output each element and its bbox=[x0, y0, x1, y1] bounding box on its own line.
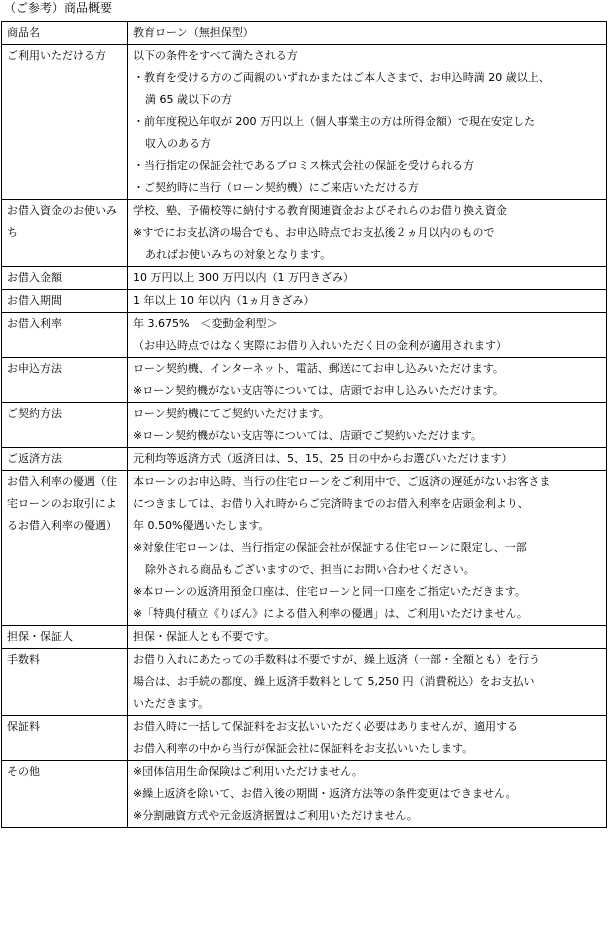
row-value-cell bbox=[128, 626, 607, 649]
row-value-line: ローン契約機にてご契約いただけます。 bbox=[133, 407, 330, 420]
row-value-line: 場合は、お手続の都度、繰上返済手数料として 5,250 円（消費税込）をお支払い bbox=[133, 675, 535, 688]
row-value-line: ※分割融資方式や元金返済据置はご利用いただけません。 bbox=[133, 809, 418, 822]
row-value-cell bbox=[128, 403, 607, 448]
row-label-cell bbox=[2, 45, 128, 200]
row-value-cell bbox=[128, 448, 607, 471]
table-row bbox=[2, 649, 607, 716]
row-value-cell bbox=[128, 22, 607, 45]
row-value-cell bbox=[128, 313, 607, 358]
row-label-cell bbox=[2, 626, 128, 649]
row-label-cell bbox=[2, 403, 128, 448]
row-label: 商品名 bbox=[7, 26, 40, 39]
table-row bbox=[2, 716, 607, 761]
row-label-cell bbox=[2, 448, 128, 471]
row-value-line: 教育ローン（無担保型） bbox=[133, 26, 254, 39]
row-value-line: ・教育を受ける方のご両親のいずれかまたはご本人さまで、お申込時満 20 歳以上、 bbox=[133, 71, 550, 84]
row-label: お借入利率の優遇（住宅ローンのお取引によるお借入利率の優遇） bbox=[7, 475, 117, 532]
row-value-cell bbox=[128, 649, 607, 716]
table-row bbox=[2, 200, 607, 267]
row-label: 担保・保証人 bbox=[7, 630, 73, 643]
row-value-line: 以下の条件をすべて満たされる方 bbox=[133, 49, 298, 62]
row-value-line: ※本ローンの返済用預金口座は、住宅ローンと同一口座をご指定いただきます。 bbox=[133, 585, 526, 598]
row-label-cell bbox=[2, 200, 128, 267]
row-value-cell bbox=[128, 290, 607, 313]
table-row bbox=[2, 358, 607, 403]
row-value-line: ・ご契約時に当行（ローン契約機）にご来店いただける方 bbox=[133, 181, 419, 194]
table-row bbox=[2, 313, 607, 358]
row-label: お申込方法 bbox=[7, 362, 62, 375]
row-value-cell bbox=[128, 761, 607, 828]
row-value-line: ※すでにお支払済の場合でも、お申込時点でお支払後２ヵ月以内のもので bbox=[133, 226, 495, 239]
row-value-cell bbox=[128, 45, 607, 200]
row-label: お借入金額 bbox=[7, 271, 62, 284]
row-value-line: 本ローンのお申込時、当行の住宅ローンをご利用中で、ご返済の遅延がないお客さま bbox=[133, 475, 551, 488]
row-label-cell bbox=[2, 358, 128, 403]
row-label-cell bbox=[2, 716, 128, 761]
row-value-line: （お申込時点ではなく実際にお借り入れいただく日の金利が適用されます） bbox=[133, 339, 507, 352]
row-value-line: ※対象住宅ローンは、当行指定の保証会社が保証する住宅ローンに限定し、一部 bbox=[133, 541, 527, 554]
row-label-cell bbox=[2, 471, 128, 626]
row-label: ご返済方法 bbox=[7, 452, 62, 465]
row-value-line: 除外される商品もございますので、担当にお問い合わせください。 bbox=[145, 563, 475, 576]
row-label: お借入期間 bbox=[7, 294, 62, 307]
row-label: お借入利率 bbox=[7, 317, 62, 330]
row-label-cell bbox=[2, 290, 128, 313]
row-label: お借入資金のお使いみち bbox=[7, 204, 117, 239]
table-row bbox=[2, 448, 607, 471]
table-row bbox=[2, 22, 607, 45]
row-label-cell bbox=[2, 267, 128, 290]
row-value-line: お借り入れにあたっての手数料は不要ですが、繰上返済（一部・全額とも）を行う bbox=[133, 653, 540, 666]
row-label-cell bbox=[2, 761, 128, 828]
row-label-cell bbox=[2, 649, 128, 716]
row-value-line: 元利均等返済方式（返済日は、5、15、25 日の中からお選びいただけます） bbox=[133, 452, 513, 465]
table-row bbox=[2, 45, 607, 200]
table-row bbox=[2, 761, 607, 828]
table-row bbox=[2, 290, 607, 313]
row-value-line: 年 0.50%優遇いたします。 bbox=[133, 519, 270, 532]
row-value-line: ※繰上返済を除いて、お借入後の期間・返済方法等の条件変更はできません。 bbox=[133, 787, 517, 800]
row-value-cell bbox=[128, 716, 607, 761]
row-value-line: ※「特典付積立《りぼん》による借入利率の優遇」は、ご利用いただけません。 bbox=[133, 607, 528, 620]
row-value-line: お借入時に一括して保証料をお支払いいただく必要はありませんが、適用する bbox=[133, 720, 518, 733]
row-value-cell bbox=[128, 471, 607, 626]
table-row bbox=[2, 403, 607, 448]
row-label: ご契約方法 bbox=[7, 407, 62, 420]
row-value-cell bbox=[128, 267, 607, 290]
row-value-line: いただきます。 bbox=[133, 697, 210, 710]
row-label-cell bbox=[2, 313, 128, 358]
table-row bbox=[2, 267, 607, 290]
row-value-cell bbox=[128, 358, 607, 403]
row-label-cell bbox=[2, 22, 128, 45]
row-label: 保証料 bbox=[7, 720, 40, 733]
row-value-cell bbox=[128, 200, 607, 267]
row-value-line: 10 万円以上 300 万円以内（1 万円きざみ） bbox=[133, 271, 354, 284]
row-value-line: ・当行指定の保証会社であるプロミス株式会社の保証を受けられる方 bbox=[133, 159, 474, 172]
row-value-line: 年 3.675% ＜変動金利型＞ bbox=[133, 317, 278, 330]
table-row bbox=[2, 626, 607, 649]
row-value-line: 1 年以上 10 年以内（1ヵ月きざみ） bbox=[133, 294, 315, 307]
row-value-line: 収入のある方 bbox=[145, 137, 211, 150]
row-value-line: 担保・保証人とも不要です。 bbox=[133, 630, 276, 643]
page-title: （ご参考）商品概要 bbox=[4, 1, 113, 15]
row-value-line: ・前年度税込年収が 200 万円以上（個人事業主の方は所得金額）で現在安定した bbox=[133, 115, 535, 128]
row-value-line: お借入利率の中から当行が保証会社に保証料をお支払いいたします。 bbox=[133, 742, 474, 755]
row-value-line: 満 65 歳以下の方 bbox=[145, 93, 232, 106]
row-value-line: につきましては、お借り入れ時からご完済時までのお借入利率を店頭金利より、 bbox=[133, 497, 529, 510]
table-body bbox=[2, 22, 607, 828]
row-label: その他 bbox=[7, 765, 40, 778]
row-value-line: ローン契約機、インターネット、電話、郵送にてお申し込みいただけます。 bbox=[133, 362, 504, 375]
row-value-line: 学校、塾、予備校等に納付する教育関連資金およびそれらのお借り換え資金 bbox=[133, 204, 507, 217]
row-value-line: ※ローン契約機がない支店等については、店頭でご契約いただけます。 bbox=[133, 429, 482, 442]
row-label: 手数料 bbox=[7, 653, 40, 666]
row-value-line: あればお使いみちの対象となります。 bbox=[145, 248, 332, 261]
row-value-line: ※団体信用生命保険はご利用いただけません。 bbox=[133, 765, 363, 778]
product-summary-table bbox=[1, 21, 607, 828]
row-label: ご利用いただける方 bbox=[7, 49, 106, 62]
table-row bbox=[2, 471, 607, 626]
row-value-line: ※ローン契約機がない支店等については、店頭でお申し込みいただけます。 bbox=[133, 384, 504, 397]
